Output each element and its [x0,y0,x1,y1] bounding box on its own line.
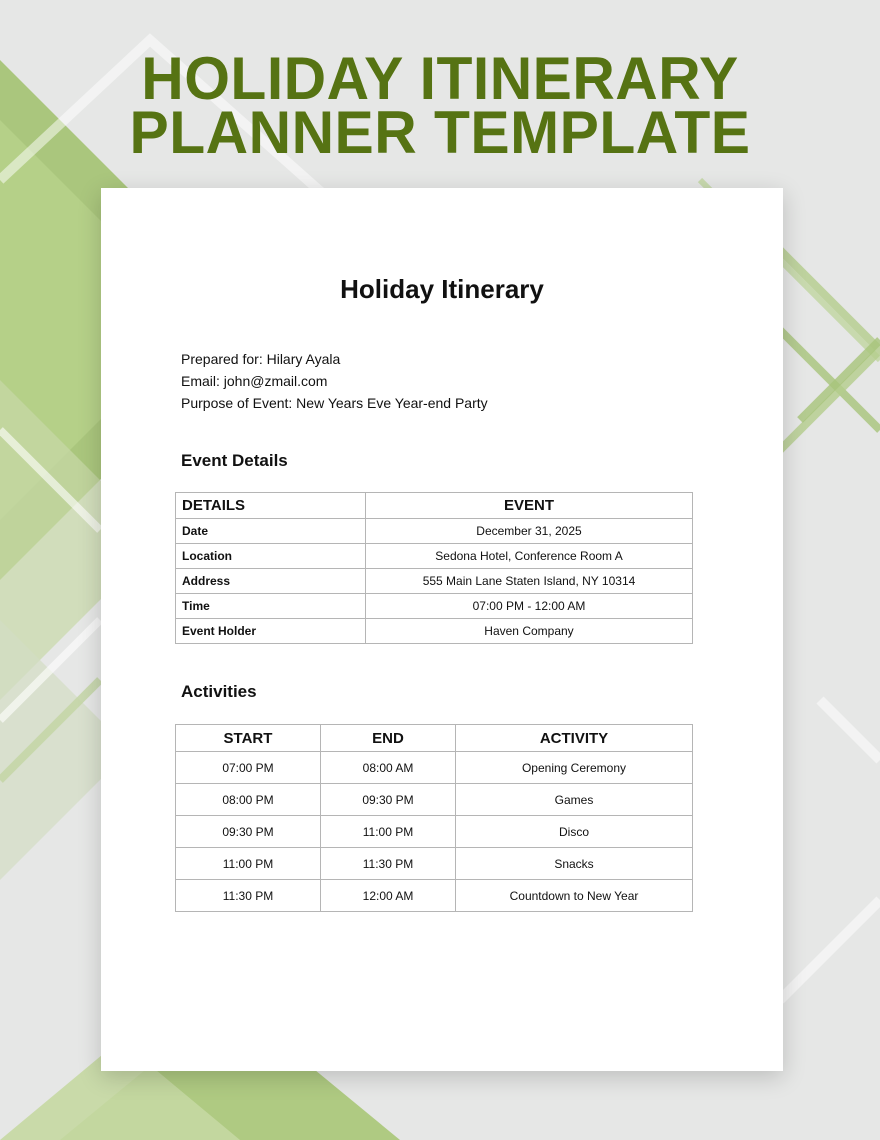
prepared-for: Prepared for: Hilary Ayala [181,351,341,367]
table-row [176,519,693,544]
activity-name: Countdown to New Year [456,880,693,912]
activity-name: Disco [456,816,693,848]
detail-value: Sedona Hotel, Conference Room A [366,544,693,569]
end-time: 11:00 PM [321,816,456,848]
end-time: 11:30 PM [321,848,456,880]
table-row [176,569,693,594]
event-details-table [175,492,693,644]
table-row [176,880,693,912]
table-row [176,544,693,569]
detail-label: Event Holder [176,619,366,644]
table-row [176,619,693,644]
document-page [101,188,783,1071]
detail-label: Address [176,569,366,594]
banner-line-2: PLANNER TEMPLATE [129,99,751,166]
detail-value: December 31, 2025 [366,519,693,544]
banner-line-1: HOLIDAY ITINERARY [141,45,739,112]
activities-heading: Activities [181,682,257,701]
table-header-row [176,493,693,519]
event-details-heading: Event Details [181,451,288,470]
end-time: 12:00 AM [321,880,456,912]
detail-label: Time [176,594,366,619]
detail-value: Haven Company [366,619,693,644]
end-time: 08:00 AM [321,752,456,784]
purpose: Purpose of Event: New Years Eve Year-end Party [181,395,488,411]
header-start: START [176,725,321,752]
table-row [176,848,693,880]
start-time: 07:00 PM [176,752,321,784]
start-time: 09:30 PM [176,816,321,848]
banner-title [9,45,871,166]
document-title: Holiday Itinerary [340,274,544,304]
activity-name: Opening Ceremony [456,752,693,784]
header-details: DETAILS [176,493,366,519]
table-row [176,594,693,619]
start-time: 11:30 PM [176,880,321,912]
table-row [176,752,693,784]
detail-label: Location [176,544,366,569]
activity-name: Snacks [456,848,693,880]
table-row [176,784,693,816]
table-header-row [176,725,693,752]
start-time: 11:00 PM [176,848,321,880]
end-time: 09:30 PM [321,784,456,816]
table-row [176,816,693,848]
detail-label: Date [176,519,366,544]
activity-name: Games [456,784,693,816]
start-time: 08:00 PM [176,784,321,816]
activities-table [175,724,693,912]
header-activity: ACTIVITY [456,725,693,752]
header-event: EVENT [366,493,693,519]
detail-value: 07:00 PM - 12:00 AM [366,594,693,619]
header-end: END [321,725,456,752]
detail-value: 555 Main Lane Staten Island, NY 10314 [366,569,693,594]
info-block [181,348,488,414]
email: Email: john@zmail.com [181,373,328,389]
